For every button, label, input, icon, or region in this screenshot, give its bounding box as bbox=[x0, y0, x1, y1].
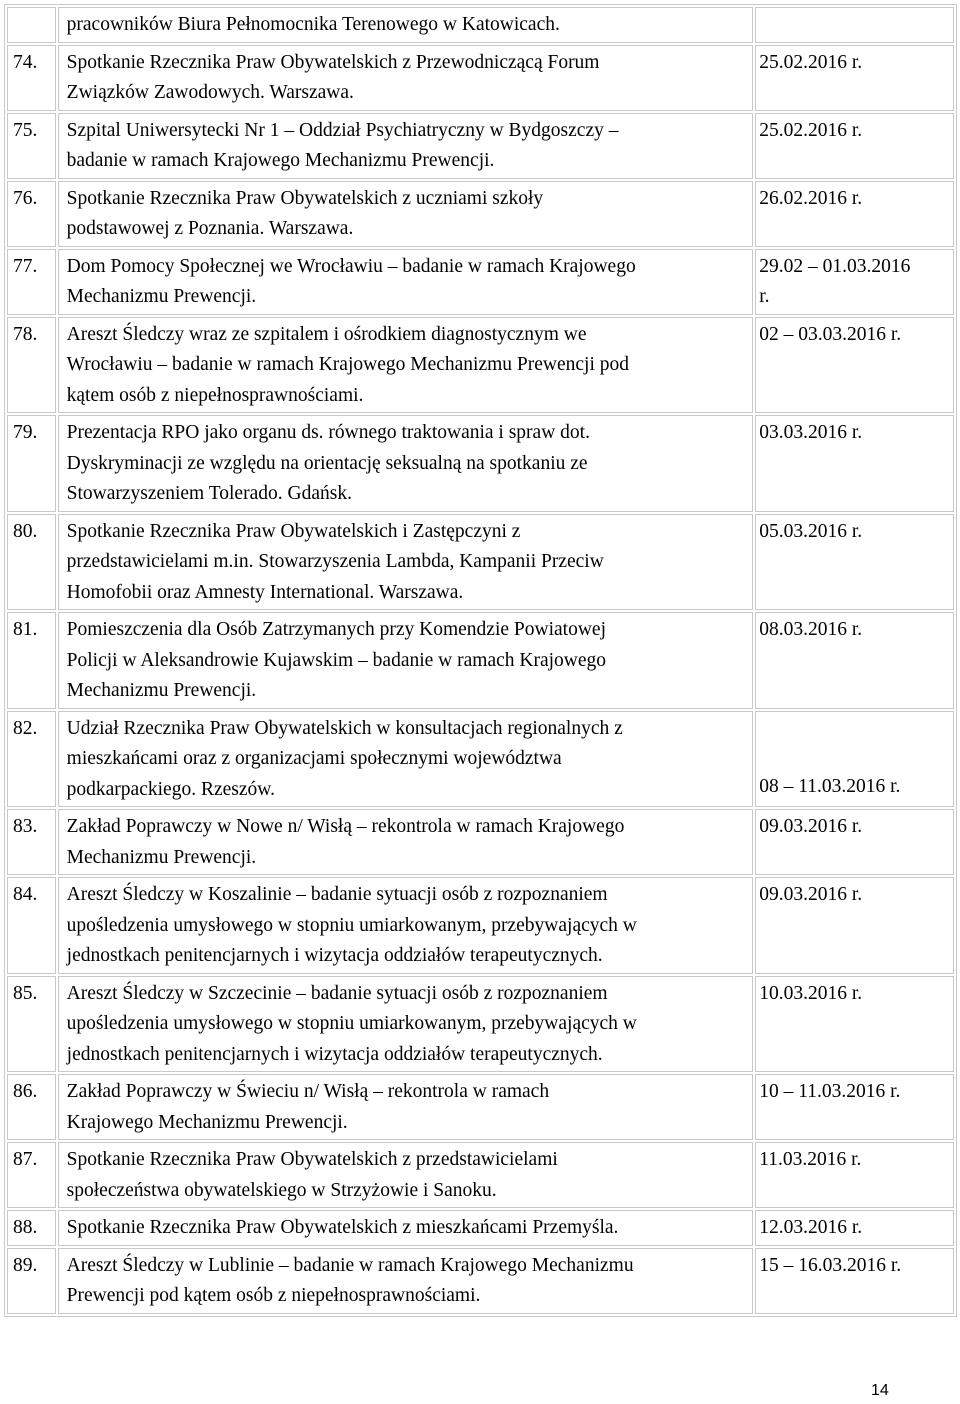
row-number: 78. bbox=[7, 317, 56, 414]
date-line: 26.02.2016 r. bbox=[759, 187, 863, 209]
description-line: Dyskryminacji ze względu na orientację seksualną na spotkaniu ze bbox=[66, 452, 588, 474]
date-line: 08 – 11.03.2016 r. bbox=[759, 775, 901, 797]
row-number: 75. bbox=[7, 113, 56, 179]
event-date bbox=[755, 45, 954, 111]
event-description bbox=[58, 113, 754, 179]
description-line: Wrocławiu – badanie w ramach Krajowego Mechanizmu Prewencji pod bbox=[66, 354, 629, 375]
table-row bbox=[7, 181, 954, 247]
date-line: 25.02.2016 r. bbox=[759, 119, 863, 141]
event-description bbox=[58, 809, 754, 875]
description-line: Szpital Uniwersytecki Nr 1 – Oddział Psychiatryczny w Bydgoszczy – bbox=[66, 119, 619, 141]
description-line: mieszkańcami oraz z organizacjami społecznymi województwa bbox=[66, 748, 562, 769]
row-number bbox=[7, 7, 56, 43]
description-line: badanie w ramach Krajowego Mechanizmu Prewencji. bbox=[66, 150, 495, 171]
date-line: 10.03.2016 r. bbox=[759, 982, 863, 1004]
description-line: upośledzenia umysłowego w stopniu umiarkowanym, przebywających w bbox=[66, 914, 637, 936]
event-description bbox=[58, 249, 754, 315]
event-description bbox=[58, 514, 754, 611]
date-line: 02 – 03.03.2016 r. bbox=[759, 323, 902, 345]
row-number: 79. bbox=[7, 415, 56, 512]
description-line: Udział Rzecznika Praw Obywatelskich w konsultacjach regionalnych z bbox=[66, 717, 623, 739]
event-description bbox=[58, 45, 754, 111]
description-line: kątem osób z niepełnosprawnościami. bbox=[66, 384, 364, 406]
description-line: upośledzenia umysłowego w stopniu umiarkowanym, przebywających w bbox=[66, 1013, 637, 1034]
event-description bbox=[58, 317, 754, 414]
event-date bbox=[755, 7, 954, 43]
description-line: Spotkanie Rzecznika Praw Obywatelskich z mieszkańcami Przemyśla. bbox=[66, 1217, 619, 1238]
row-number: 83. bbox=[7, 809, 56, 875]
event-date bbox=[755, 317, 954, 414]
event-date bbox=[755, 976, 954, 1073]
event-date bbox=[755, 1248, 954, 1314]
date-line: 05.03.2016 r. bbox=[759, 520, 863, 542]
description-line: Prezentacja RPO jako organu ds. równego traktowania i spraw dot. bbox=[66, 422, 590, 443]
table-row bbox=[7, 45, 954, 111]
event-description bbox=[58, 711, 754, 808]
description-line: Areszt Śledczy w Koszalinie – badanie sytuacji osób z rozpoznaniem bbox=[66, 884, 608, 905]
row-number: 80. bbox=[7, 514, 56, 611]
event-date bbox=[755, 113, 954, 179]
date-line: 11.03.2016 r. bbox=[759, 1149, 862, 1170]
date-line: 25.02.2016 r. bbox=[759, 51, 863, 73]
description-line: Areszt Śledczy w Szczecinie – badanie sytuacji osób z rozpoznaniem bbox=[66, 982, 608, 1004]
description-line: Prewencji pod kątem osób z niepełnosprawnościami. bbox=[66, 1285, 481, 1306]
description-line: społeczeństwa obywatelskiego w Strzyżowie i Sanoku. bbox=[66, 1179, 497, 1201]
date-line: 09.03.2016 r. bbox=[759, 816, 863, 837]
description-line: Mechanizmu Prewencji. bbox=[66, 680, 257, 701]
description-line: Zakład Poprawczy w Nowe n/ Wisłą – rekontrola w ramach Krajowego bbox=[66, 816, 625, 837]
event-date bbox=[755, 711, 954, 808]
table-row bbox=[7, 612, 954, 709]
description-line: przedstawicielami m.in. Stowarzyszenia Lambda, Kampanii Przeciw bbox=[66, 551, 604, 572]
table-row bbox=[7, 1142, 954, 1208]
description-line: Spotkanie Rzecznika Praw Obywatelskich z uczniami szkoły bbox=[66, 187, 544, 209]
description-line: Mechanizmu Prewencji. bbox=[66, 846, 257, 868]
date-line: 29.02 – 01.03.2016 bbox=[759, 255, 911, 277]
table-row bbox=[7, 113, 954, 179]
event-description bbox=[58, 415, 754, 512]
date-line: r. bbox=[759, 286, 770, 307]
date-line: 12.03.2016 r. bbox=[759, 1217, 863, 1238]
event-description bbox=[58, 181, 754, 247]
event-description bbox=[58, 1248, 754, 1314]
description-line: Pomieszczenia dla Osób Zatrzymanych przy Komendzie Powiatowej bbox=[66, 619, 606, 640]
description-line: Areszt Śledczy wraz ze szpitalem i ośrodkiem diagnostycznym we bbox=[66, 323, 587, 345]
date-line: 15 – 16.03.2016 r. bbox=[759, 1254, 902, 1276]
row-number: 85. bbox=[7, 976, 56, 1073]
events-table bbox=[4, 4, 957, 1317]
event-description bbox=[58, 1074, 754, 1140]
date-line bbox=[759, 10, 953, 41]
table-row bbox=[7, 711, 954, 808]
event-date bbox=[755, 877, 954, 974]
row-number: 87. bbox=[7, 1142, 56, 1208]
event-description bbox=[58, 7, 754, 43]
description-line: Dom Pomocy Społecznej we Wrocławiu – badanie w ramach Krajowego bbox=[66, 255, 636, 277]
table-row bbox=[7, 7, 954, 43]
date-line: 03.03.2016 r. bbox=[759, 422, 863, 443]
table-row bbox=[7, 317, 954, 414]
table-row bbox=[7, 877, 954, 974]
date-line: 09.03.2016 r. bbox=[759, 884, 863, 905]
description-line: podkarpackiego. Rzeszów. bbox=[66, 778, 275, 800]
event-date bbox=[755, 1074, 954, 1140]
event-date bbox=[755, 1210, 954, 1246]
row-number: 89. bbox=[7, 1248, 56, 1314]
event-date bbox=[755, 809, 954, 875]
description-line: jednostkach penitencjarnych i wizytacja oddziałów terapeutycznych. bbox=[66, 1043, 603, 1065]
event-description bbox=[58, 877, 754, 974]
event-description bbox=[58, 976, 754, 1073]
row-number: 84. bbox=[7, 877, 56, 974]
description-line: Spotkanie Rzecznika Praw Obywatelskich z Przewodniczącą Forum bbox=[66, 51, 600, 73]
table-row bbox=[7, 1210, 954, 1246]
row-number: 74. bbox=[7, 45, 56, 111]
event-date bbox=[755, 514, 954, 611]
event-date bbox=[755, 612, 954, 709]
row-number: 77. bbox=[7, 249, 56, 315]
table-row bbox=[7, 249, 954, 315]
table-row bbox=[7, 415, 954, 512]
event-date bbox=[755, 1142, 954, 1208]
date-line: 10 – 11.03.2016 r. bbox=[759, 1081, 901, 1102]
event-date bbox=[755, 181, 954, 247]
table-row bbox=[7, 809, 954, 875]
description-line: Areszt Śledczy w Lublinie – badanie w ramach Krajowego Mechanizmu bbox=[66, 1254, 634, 1276]
events-table-body bbox=[7, 7, 954, 1314]
description-line: Zakład Poprawczy w Świeciu n/ Wisłą – rekontrola w ramach bbox=[66, 1081, 550, 1102]
description-line: Spotkanie Rzecznika Praw Obywatelskich i Zastępczyni z bbox=[66, 520, 521, 542]
description-line: Związków Zawodowych. Warszawa. bbox=[66, 82, 354, 103]
row-number: 88. bbox=[7, 1210, 56, 1246]
event-description bbox=[58, 612, 754, 709]
table-row bbox=[7, 514, 954, 611]
description-line: jednostkach penitencjarnych i wizytacja oddziałów terapeutycznych. bbox=[66, 945, 603, 966]
event-date bbox=[755, 249, 954, 315]
description-line: Stowarzyszeniem Tolerado. Gdańsk. bbox=[66, 483, 352, 504]
description-line: Spotkanie Rzecznika Praw Obywatelskich z przedstawicielami bbox=[66, 1149, 558, 1170]
table-row bbox=[7, 1074, 954, 1140]
page-number: 14 bbox=[871, 1382, 889, 1399]
table-row bbox=[7, 976, 954, 1073]
event-date bbox=[755, 415, 954, 512]
description-line: Policji w Aleksandrowie Kujawskim – badanie w ramach Krajowego bbox=[66, 649, 607, 671]
row-number: 86. bbox=[7, 1074, 56, 1140]
description-line: podstawowej z Poznania. Warszawa. bbox=[66, 218, 354, 239]
description-line: pracowników Biura Pełnomocnika Terenowego w Katowicach. bbox=[66, 14, 560, 35]
row-number: 81. bbox=[7, 612, 56, 709]
description-line: Mechanizmu Prewencji. bbox=[66, 286, 257, 307]
event-description bbox=[58, 1210, 754, 1246]
row-number: 82. bbox=[7, 711, 56, 808]
date-line: 08.03.2016 r. bbox=[759, 619, 863, 640]
description-line: Krajowego Mechanizmu Prewencji. bbox=[66, 1111, 348, 1133]
event-description bbox=[58, 1142, 754, 1208]
row-number: 76. bbox=[7, 181, 56, 247]
description-line: Homofobii oraz Amnesty International. Warszawa. bbox=[66, 581, 464, 603]
table-row bbox=[7, 1248, 954, 1314]
